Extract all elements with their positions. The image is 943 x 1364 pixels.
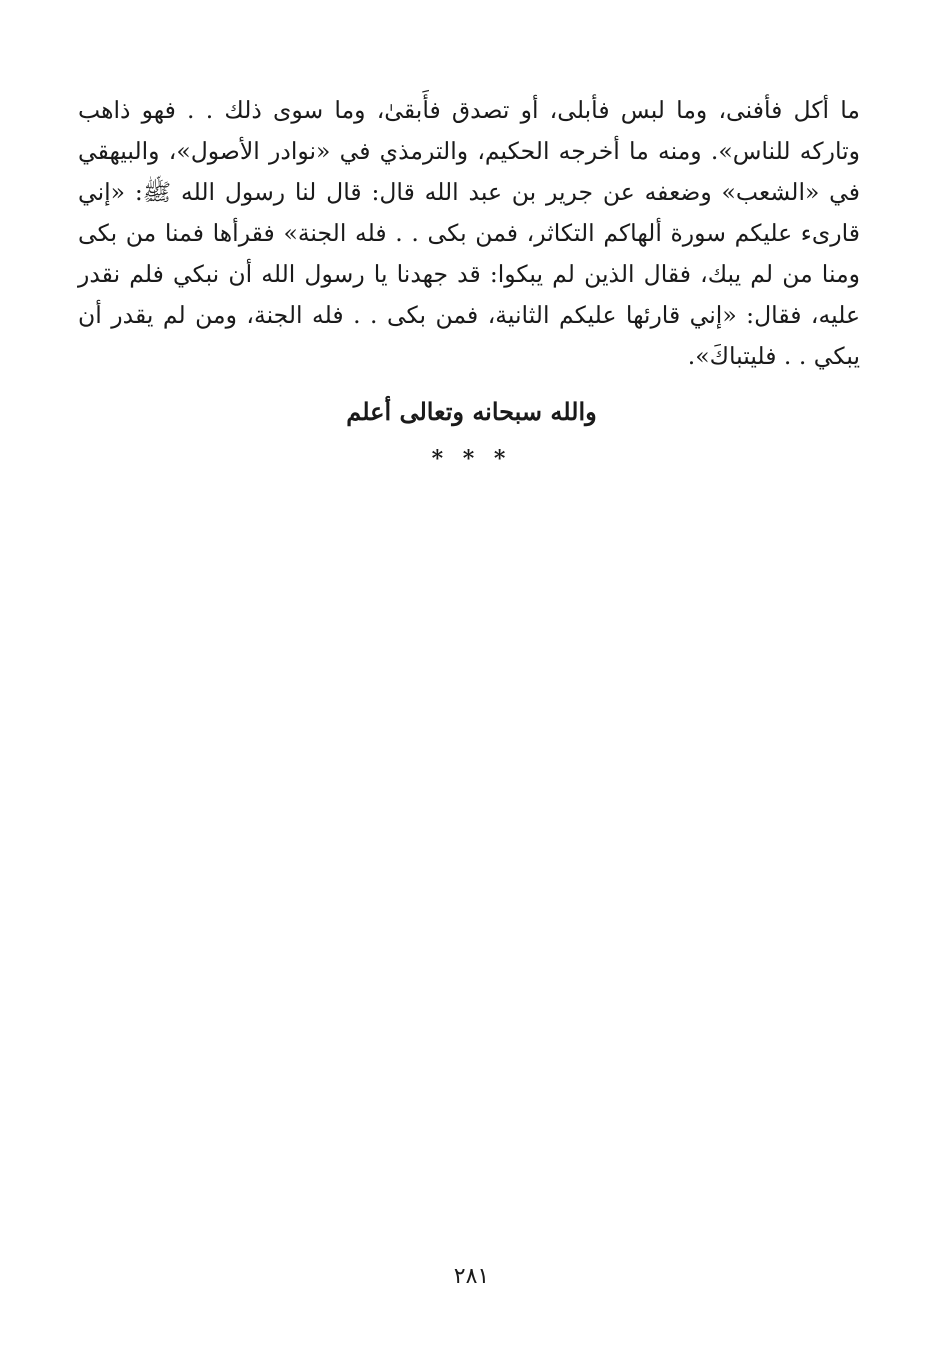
page-number: ٢٨١ xyxy=(453,1264,490,1289)
closing-phrase: والله سبحانه وتعالى أعلم xyxy=(346,397,597,426)
body-paragraph: ما أكل فأفنى، وما لبس فأبلى، أو تصدق فأَبقىٰ، وما سوى ذلك . . فهو ذاهب وتاركه للناس». ومنه ما أخرجه الحكيم، والترمذي في «نوادر الأصول»، والبيهقي في «الشعب» وضعفه عن جرير بن عبد الله قال: قال لنا رسول الله ﷺ: «إني قارىء عليكم سورة ألهاكم التكاثر، فمن بكى . . فله الجنة» فقرأها فمنا من بكى ومنا من لم يبك، فقال الذين لم يبكوا: قد جهدنا يا رسول الله أن نبكي فلم نقدر عليه، فقال: «إني قارئها عليكم الثانية، فمن بكى . . فله الجنة، ومن لم يقدر أن يبكي . . فليتباكَ». xyxy=(78,96,860,370)
section-separator: * * * xyxy=(431,446,512,472)
